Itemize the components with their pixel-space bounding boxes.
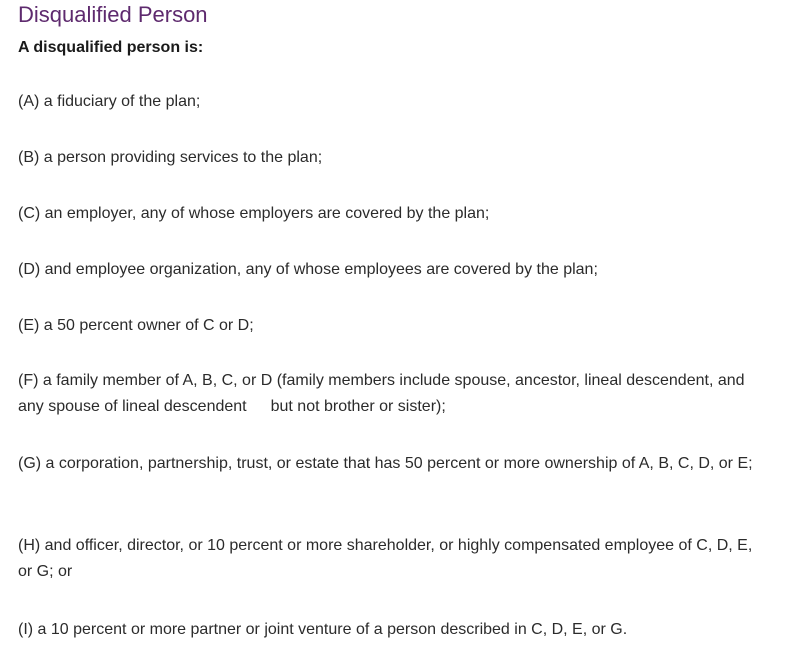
page-title: Disqualified Person [18,2,208,27]
lead-sentence: A disqualified person is: [18,39,204,56]
list-item-g: (G) a corporation, partnership, trust, or estate that has 50 percent or more ownership of A, B, C, D, or E; [18,455,753,472]
list-item-d: (D) and employee organization, any of whose employees are covered by the plan; [18,261,598,278]
list-item-h: (H) and officer, director, or 10 percent or more shareholder, or highly compensated employee of C, D, E, or G; or [18,537,753,580]
list-item-e: (E) a 50 percent owner of C or D; [18,317,254,334]
list-item-b: (B) a person providing services to the plan; [18,149,323,166]
list-item-c: (C) an employer, any of whose employers are covered by the plan; [18,205,490,222]
list-item-a: (A) a fiduciary of the plan; [18,93,201,110]
list-item-f-tail: but not brother or sister); [270,398,446,415]
list-item-f-text: (F) a family member of A, B, C, or D (family members include spouse, ancestor, lineal descendent, and any spouse of lineal descendent [18,372,745,415]
list-item-i: (I) a 10 percent or more partner or joint venture of a person described in C, D, E, or G. [18,621,628,638]
list-item-f [18,368,770,420]
